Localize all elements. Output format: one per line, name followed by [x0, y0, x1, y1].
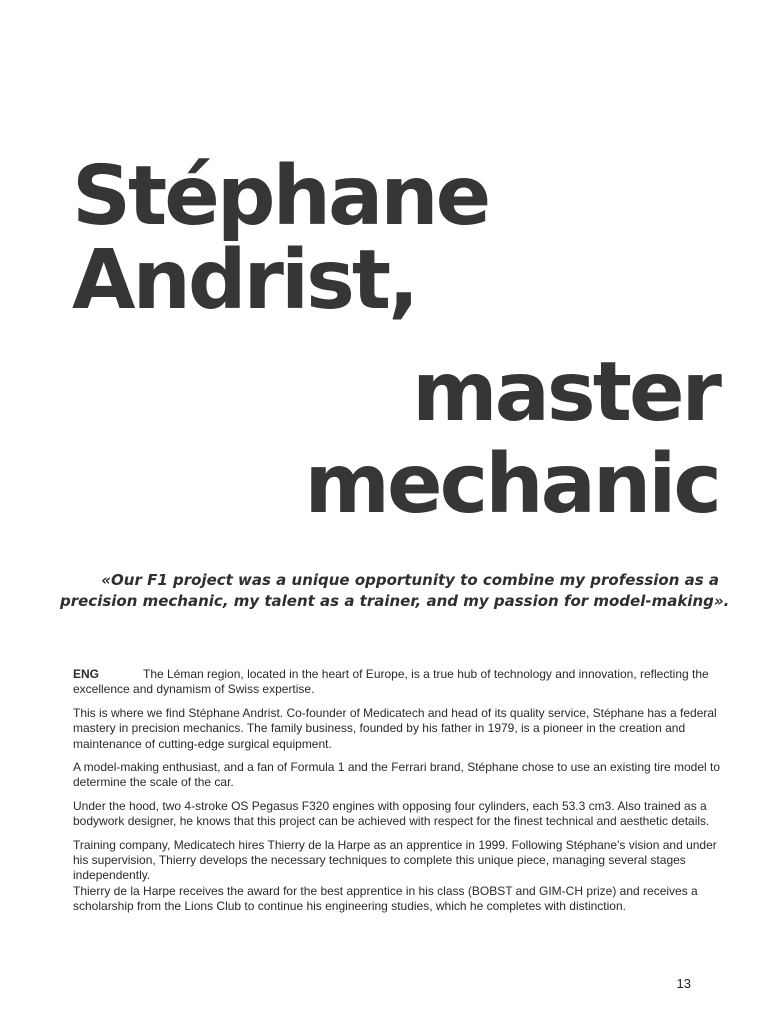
body-paragraph-6: Thierry de la Harpe receives the award for the best apprentice in his class (BOBST and GIM-CH prize) and receives a scholarship from the Lions Club to continue his engineering studies, which he completes with distinction.: [73, 883, 698, 914]
page-number: 13: [676, 976, 691, 991]
title-line-1: Stéphane: [72, 149, 489, 244]
body-paragraph-3: A model-making enthusiast, and a fan of Formula 1 and the Ferrari brand, Stéphane chose to use an existing tire model to determine the scale of the car.: [73, 760, 721, 790]
article-body: [73, 667, 723, 923]
body-paragraph-5: Training company, Medicatech hires Thierry de la Harpe as an apprentice in 1999. Following Stéphane's vision and under his supervision, Thierry develops the necessary techniques to complete this unique piece, managing several stages independently.: [73, 837, 717, 883]
pull-quote-line-1: «Our F1 project was a unique opportunity to combine my profession as a: [101, 571, 719, 589]
body-paragraph-2: This is where we find Stéphane Andrist. Co-founder of Medicatech and head of its quality service, Stéphane has a federal mastery in precision mechanics. The family business, founded by his father in 1979, is a pioneer in the creation and maintenance of cutting-edge surgical equipment.: [73, 705, 717, 751]
title-line-4: mechanic: [304, 437, 719, 532]
title-line-3: master: [412, 345, 719, 440]
pull-quote-line-2: precision mechanic, my talent as a trainer, and my passion for model-making».: [60, 592, 730, 610]
body-paragraph-4: Under the hood, two 4-stroke OS Pegasus F320 engines with opposing four cylinders, each 53.3 cm3. Also trained as a bodywork designer, he knows that this project can be achieved with respect for the finest technical and aesthetic details.: [73, 798, 710, 829]
body-paragraph-1-text: The Léman region, located in the heart of Europe, is a true hub of technology and innovation, reflecting the excellence and dynamism of Swiss expertise.: [73, 667, 709, 697]
pull-quote: [60, 570, 730, 612]
language-tag: ENG: [73, 667, 100, 681]
title-line-2: Andrist,: [72, 233, 417, 328]
body-paragraph-1: [73, 667, 723, 698]
